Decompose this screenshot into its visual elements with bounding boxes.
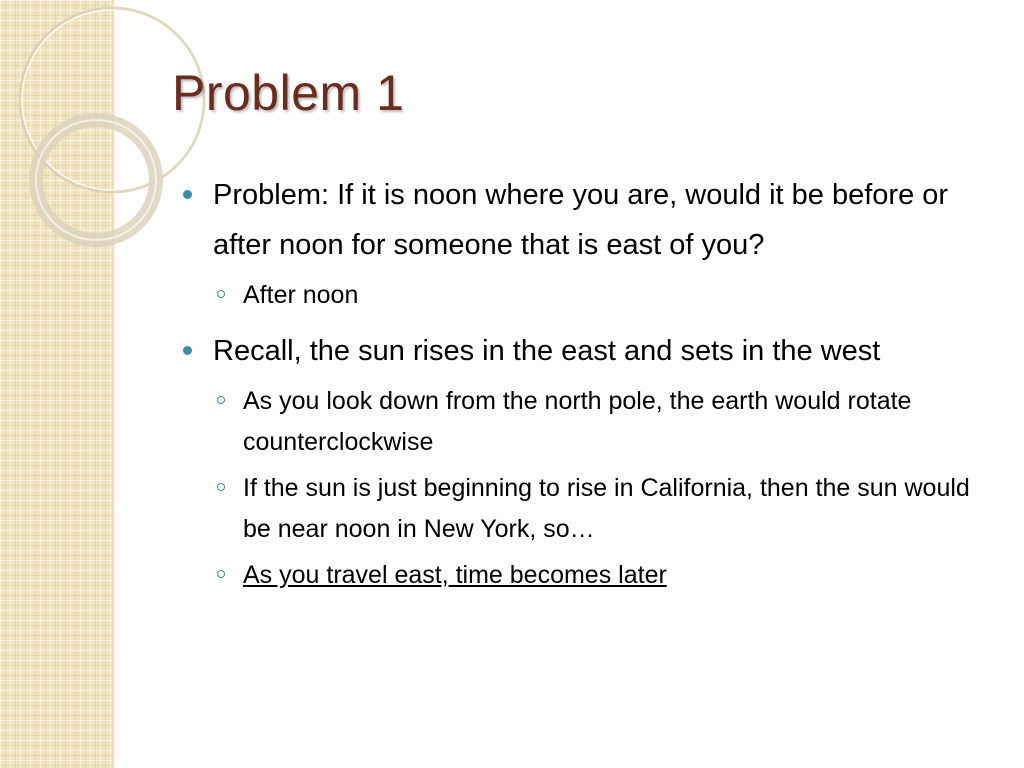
sub-bullet-circle-icon xyxy=(217,396,225,404)
sub-bullet-answer xyxy=(180,275,970,316)
bullet-recall-text: Recall, the sun rises in the east and sets in the west xyxy=(213,335,881,367)
sub-bullet-california xyxy=(180,468,970,550)
bullet-dot-icon xyxy=(183,346,192,355)
slide-body xyxy=(180,170,970,596)
slide-title: Problem 1 xyxy=(172,65,405,121)
decorative-circles xyxy=(0,0,140,260)
sub-bullet-california-text: If the sun is just beginning to rise in California, then the sun would be near noon in New York, so… xyxy=(243,474,970,543)
sub-bullet-circle-icon xyxy=(217,290,225,298)
bullet-dot-icon xyxy=(183,190,192,199)
bullet-problem-text: Problem: If it is noon where you are, would it be before or after noon for someone that is east of you? xyxy=(213,179,949,261)
sub-bullet-conclusion-text: As you travel east, time becomes later xyxy=(243,561,667,589)
sub-bullet-circle-icon xyxy=(217,483,225,491)
sub-bullet-rotation xyxy=(180,381,970,463)
sub-bullet-circle-icon xyxy=(217,570,225,578)
bullet-recall xyxy=(180,326,970,376)
sub-bullet-answer-text: After noon xyxy=(243,281,359,309)
bullet-problem xyxy=(180,170,970,270)
sub-bullet-conclusion xyxy=(180,555,970,596)
sub-bullet-rotation-text: As you look down from the north pole, the earth would rotate counterclockwise xyxy=(243,387,912,456)
